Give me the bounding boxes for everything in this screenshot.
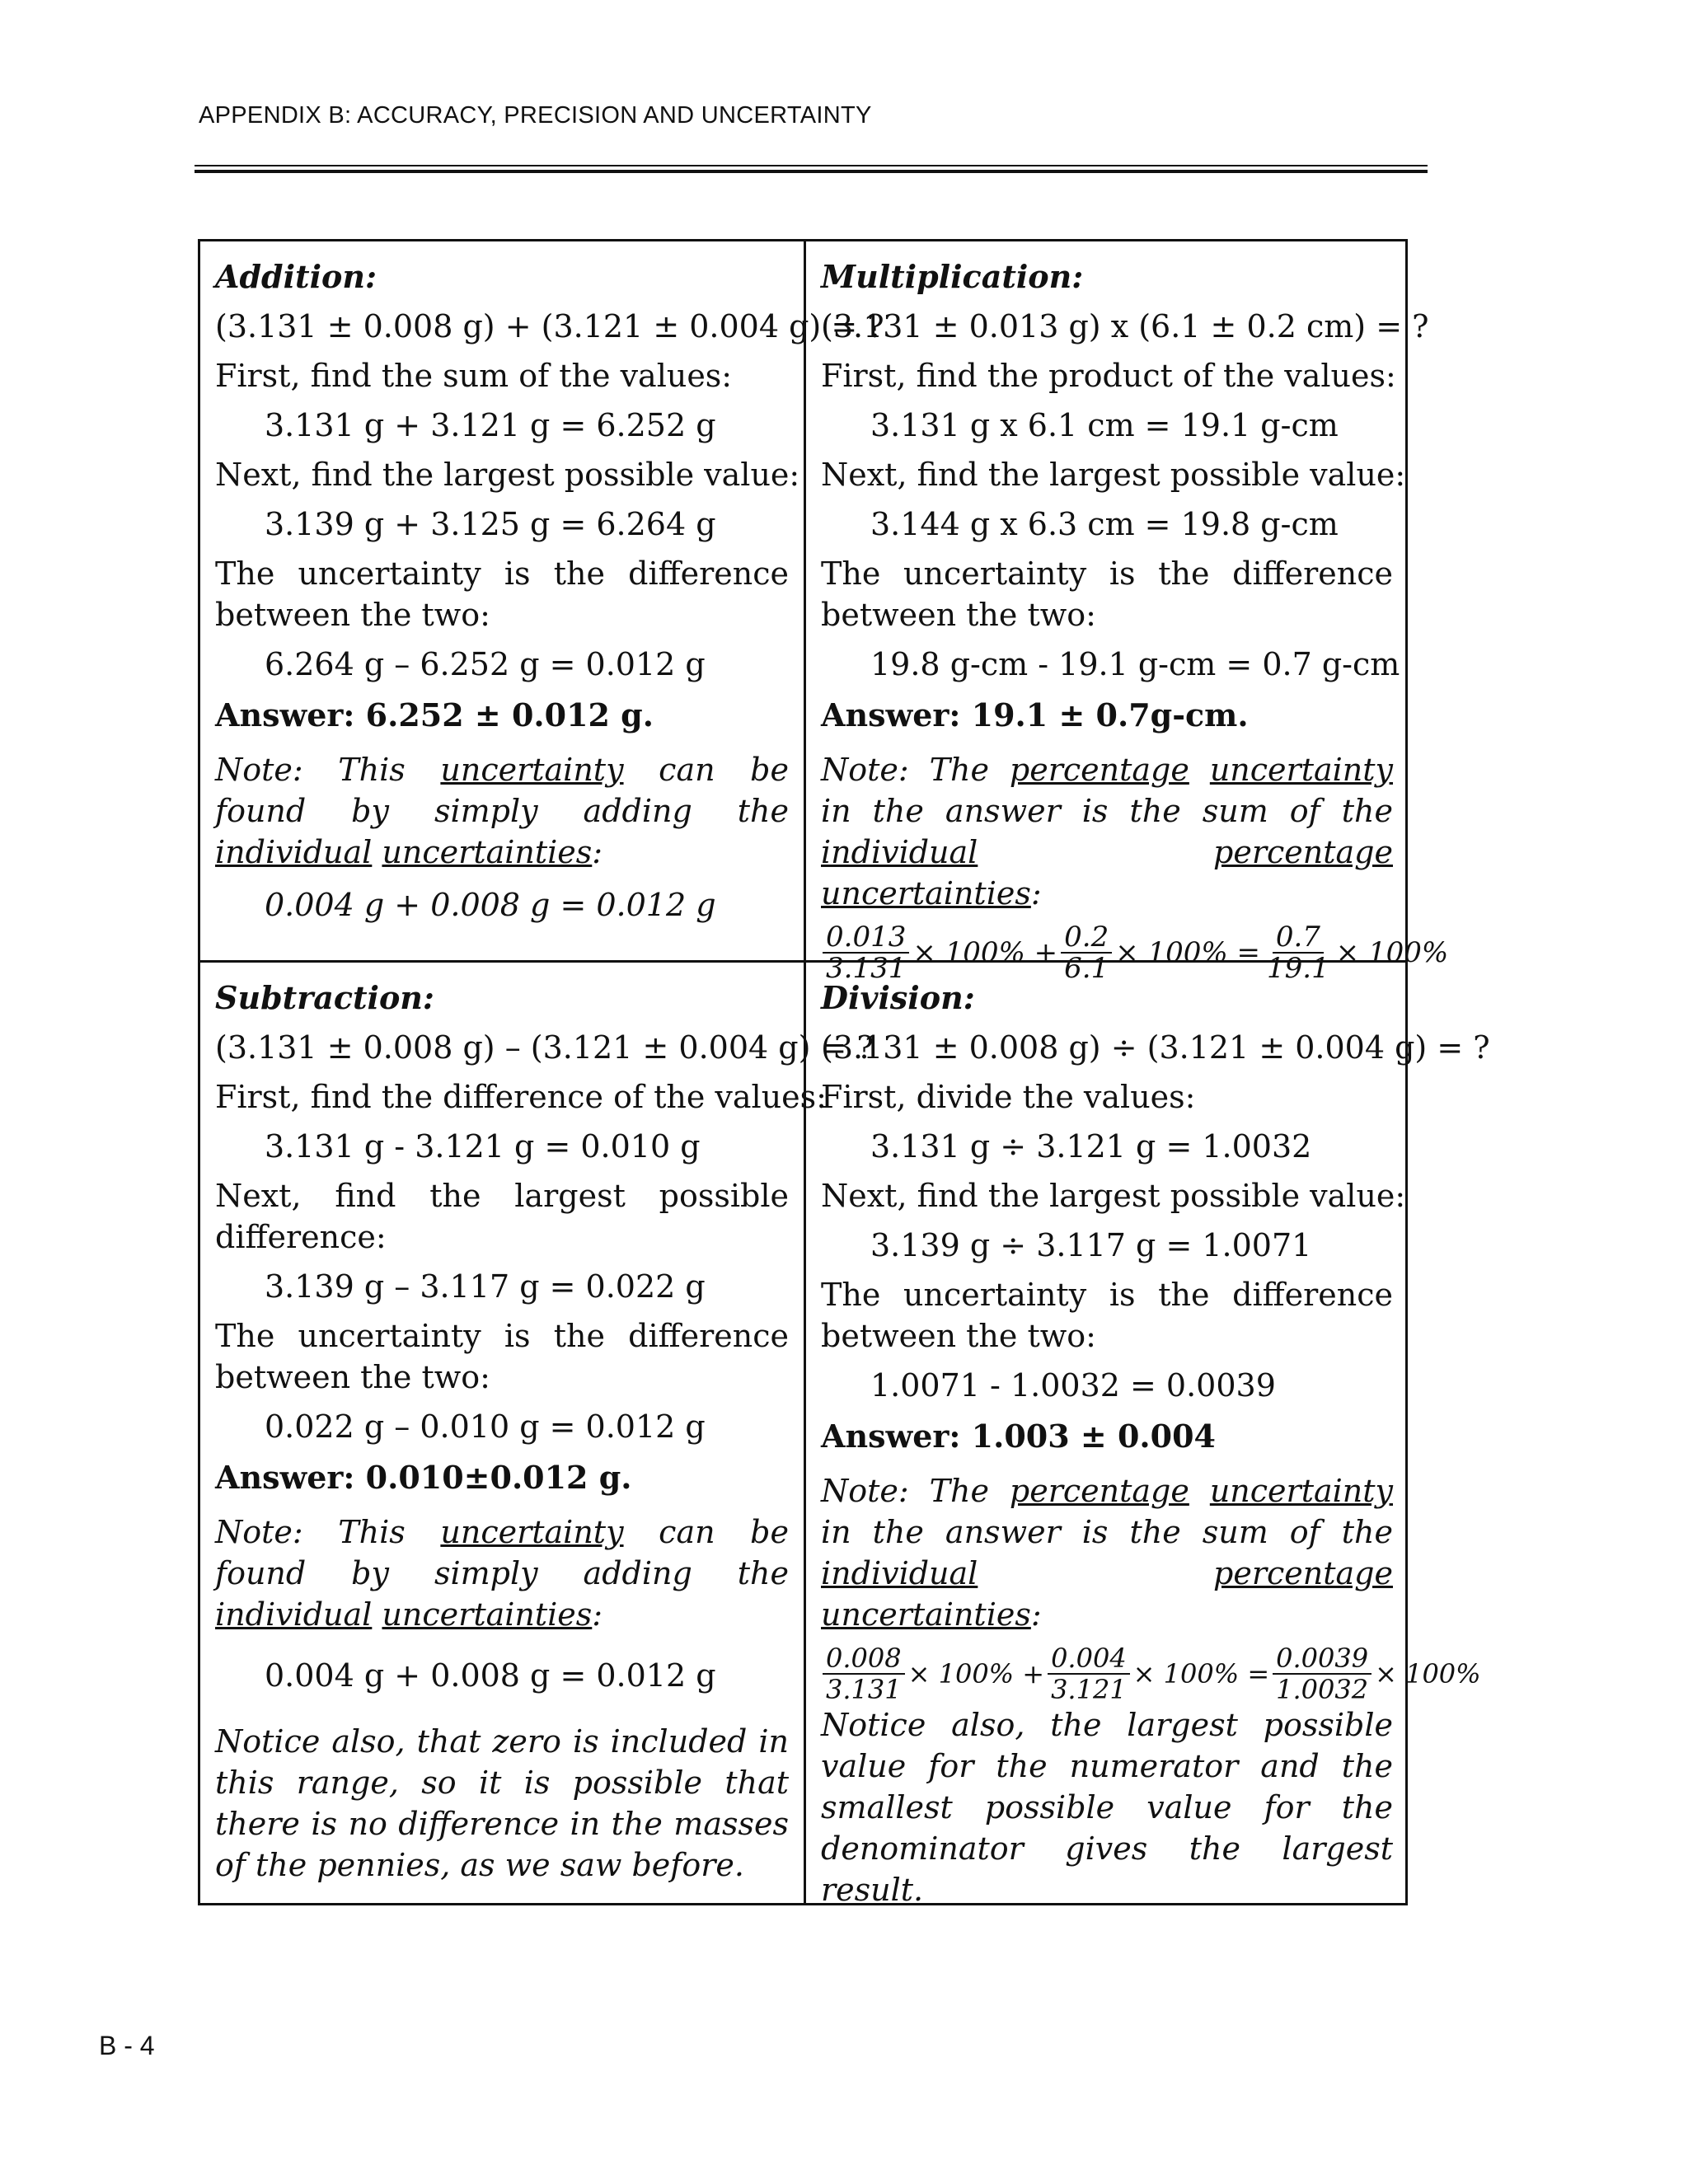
division-step3: The uncertainty is the difference between the two:	[821, 1277, 1393, 1354]
fraction: $\frac{0.008}{3.131}$	[823, 1643, 905, 1704]
division-calc3: 1.0071 - 1.0032 = 0.0039	[870, 1367, 1276, 1404]
subtraction-calc3: 0.022 g – 0.010 g = 0.012 g	[265, 1408, 706, 1445]
multiplication-step3: The uncertainty is the difference between the two:	[821, 555, 1393, 633]
addition-note: Note: This uncertainty can be found by simply adding the individual uncertainties:	[215, 752, 789, 870]
addition-heading: Addition:	[215, 258, 377, 295]
division-percentage-formula: $\frac{0.008}{3.131}$ × 100% + $\frac{0.004}{3.121}$ × 100% = $\frac{0.0039}{1.0032}$ × 100%	[821, 1643, 1393, 1704]
running-header: APPENDIX B: ACCURACY, PRECISION AND UNCERTAINTY	[199, 102, 872, 129]
division-heading: Division:	[821, 979, 975, 1016]
page-number: B - 4	[99, 2031, 155, 2060]
subtraction-step3: The uncertainty is the difference between the two:	[215, 1318, 789, 1395]
addition-calc3: 6.264 g – 6.252 g = 0.012 g	[265, 646, 706, 682]
division-step1: First, divide the values:	[821, 1079, 1196, 1115]
addition-calc1: 3.131 g + 3.121 g = 6.252 g	[265, 407, 716, 443]
fraction: $\frac{0.004}{3.121}$	[1048, 1643, 1130, 1704]
multiplication-step1: First, find the product of the values:	[821, 358, 1396, 394]
subtraction-step1: First, find the difference of the values:	[215, 1079, 827, 1115]
addition-calc2: 3.139 g + 3.125 g = 6.264 g	[265, 506, 716, 542]
division-closing-note: Notice also, the largest possible value for the numerator and the smallest possible value for the denominator gives the largest result.	[821, 1707, 1393, 1908]
fraction: $\frac{0.0039}{1.0032}$	[1273, 1643, 1372, 1704]
division-calc1: 3.131 g ÷ 3.121 g = 1.0032	[870, 1128, 1312, 1165]
multiplication-percentage-formula: $\frac{0.013}{3.131}$ × 100% + $\frac{0.2}{6.1}$ × 100% = $\frac{0.7}{19.1}$ × 100%	[821, 922, 1393, 983]
subtraction-answer: Answer: 0.010±0.012 g.	[215, 1459, 632, 1496]
subtraction-calc1: 3.131 g - 3.121 g = 0.010 g	[265, 1128, 701, 1165]
multiplication-calc3: 19.8 g-cm - 19.1 g-cm = 0.7 g-cm	[870, 646, 1400, 682]
header-rule-thick	[195, 170, 1428, 173]
fraction: $\frac{0.013}{3.131}$	[823, 922, 909, 983]
subtraction-calc2: 3.139 g – 3.117 g = 0.022 g	[265, 1268, 706, 1305]
subtraction-note-calc: 0.004 g + 0.008 g = 0.012 g	[265, 1657, 716, 1694]
multiplication-calc2: 3.144 g x 6.3 cm = 19.8 g-cm	[870, 506, 1339, 542]
operations-table	[198, 239, 1490, 1908]
division-note: Note: The percentage uncertainty in the answer is the sum of the individual percentage uncertainties:	[821, 1473, 1393, 1633]
subtraction-closing-note: Notice also, that zero is included in this range, so it is possible that there is no difference in the masses of the pennies, as we saw before.	[215, 1723, 789, 1883]
multiplication-step2: Next, find the largest possible value:	[821, 457, 1406, 493]
subtraction-heading: Subtraction:	[215, 979, 434, 1016]
addition-step2: Next, find the largest possible value:	[215, 457, 800, 493]
fraction: $\frac{0.7}{19.1}$	[1267, 921, 1329, 985]
addition-problem: (3.131 ± 0.008 g) + (3.121 ± 0.004 g) = ?	[215, 308, 884, 344]
subtraction-note: Note: This uncertainty can be found by simply adding the individual uncertainties:	[215, 1514, 789, 1633]
header-rule-thin	[195, 165, 1428, 166]
division-calc2: 3.139 g ÷ 3.117 g = 1.0071	[870, 1227, 1312, 1263]
division-answer: Answer: 1.003 ± 0.004	[821, 1418, 1216, 1455]
multiplication-answer: Answer: 19.1 ± 0.7g-cm.	[821, 696, 1249, 733]
subtraction-step2: Next, find the largest possible difference:	[215, 1178, 789, 1255]
addition-step3: The uncertainty is the difference between the two:	[215, 555, 789, 633]
addition-cell	[200, 241, 884, 934]
multiplication-note: Note: The percentage uncertainty in the answer is the sum of the individual percentage uncertainties:	[821, 752, 1393, 912]
multiplication-calc1: 3.131 g x 6.1 cm = 19.1 g-cm	[870, 407, 1339, 443]
division-step2: Next, find the largest possible value:	[821, 1178, 1406, 1214]
multiplication-problem: (3.131 ± 0.013 g) x (6.1 ± 0.2 cm) = ?	[821, 308, 1429, 344]
fraction: $\frac{0.2}{6.1}$	[1061, 922, 1112, 983]
multiplication-cell	[806, 241, 1449, 985]
division-cell	[806, 963, 1490, 1910]
addition-step1: First, find the sum of the values:	[215, 358, 733, 394]
division-problem: (3.131 ± 0.008 g) ÷ (3.121 ± 0.004 g) = ?	[821, 1029, 1490, 1066]
multiplication-heading: Multiplication:	[821, 258, 1084, 295]
subtraction-problem: (3.131 ± 0.008 g) – (3.121 ± 0.004 g) = ?	[215, 1029, 874, 1066]
addition-answer: Answer: 6.252 ± 0.012 g.	[215, 696, 654, 733]
addition-note-calc: 0.004 g + 0.008 g = 0.012 g	[265, 887, 716, 923]
